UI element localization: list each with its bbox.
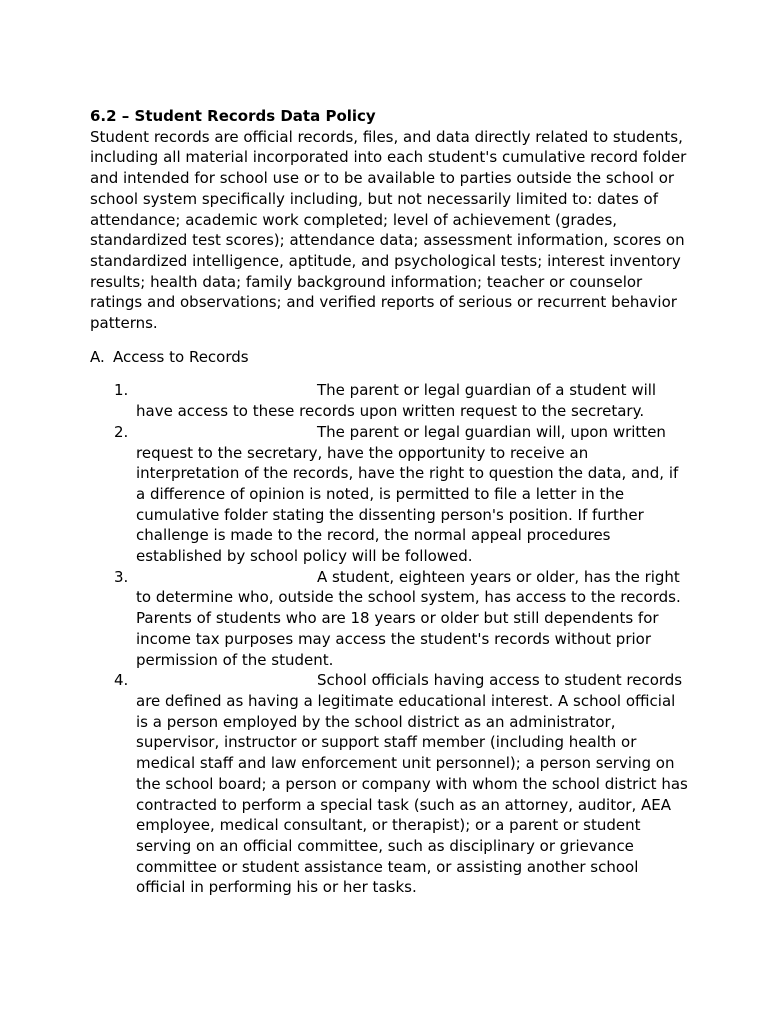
intro-paragraph: Student records are official records, files, and data directly related to students, including all material incorporated into each student's cumulative record folder and intended for school use or to be available to parties outside the school or school system specifically including, but not necessarily limited to: dates of attendance; academic work completed; level of achievement (grades, standardized test scores); attendance data; assessment information, scores on standardized intelligence, aptitude, and psychological tests; interest inventory results; health data; family background information; teacher or counselor ratings and observations; and verified reports of serious or recurrent behavior patterns. [90, 127, 687, 333]
access-list [90, 380, 690, 898]
section-title: Access to Records [113, 347, 249, 366]
list-item [90, 422, 690, 567]
list-item-number: 2. [114, 422, 129, 441]
list-item-text: A student, eighteen years or older, has the right to determine who, outside the school system, has access to the records. Parents of students who are 18 years or older but still dependents for income tax purposes may access the student's records without prior permission of the student. [136, 567, 681, 669]
list-item-text: The parent or legal guardian will, upon written request to the secretary, have the opportunity to receive an interpretation of the records, have the right to question the data, and, if a difference of opinion is noted, is permitted to file a letter in the cumulative folder stating the dissenting person's position. If further challenge is made to the record, the normal appeal procedures established by school policy will be followed. [136, 422, 679, 566]
list-item [90, 380, 690, 421]
policy-document [90, 106, 690, 898]
list-item-text: The parent or legal guardian of a student will have access to these records upon written request to the secretary. [136, 381, 657, 421]
list-item-text: School officials having access to student records are defined as having a legitimate educational interest. A school official is a person employed by the school district as an administrator, supervisor, instructor or support staff member (including health or medical staff and law enforcement unit personnel); a person serving on the school board; a person or company with whom the school district has contracted to perform a special task (such as an attorney, auditor, AEA employee, medical consultant, or therapist); or a parent or student serving on an official committee, such as disciplinary or grievance committee or student assistance team, or assisting another school official in performing his or her tasks. [136, 671, 688, 897]
list-item [90, 567, 690, 671]
list-item-number: 3. [114, 567, 129, 586]
list-item-number: 1. [114, 381, 129, 400]
list-item [90, 670, 690, 898]
section-letter: A. [90, 347, 105, 366]
page-title: 6.2 – Student Records Data Policy [90, 107, 376, 125]
list-item-number: 4. [114, 671, 129, 690]
section-heading [90, 347, 690, 368]
